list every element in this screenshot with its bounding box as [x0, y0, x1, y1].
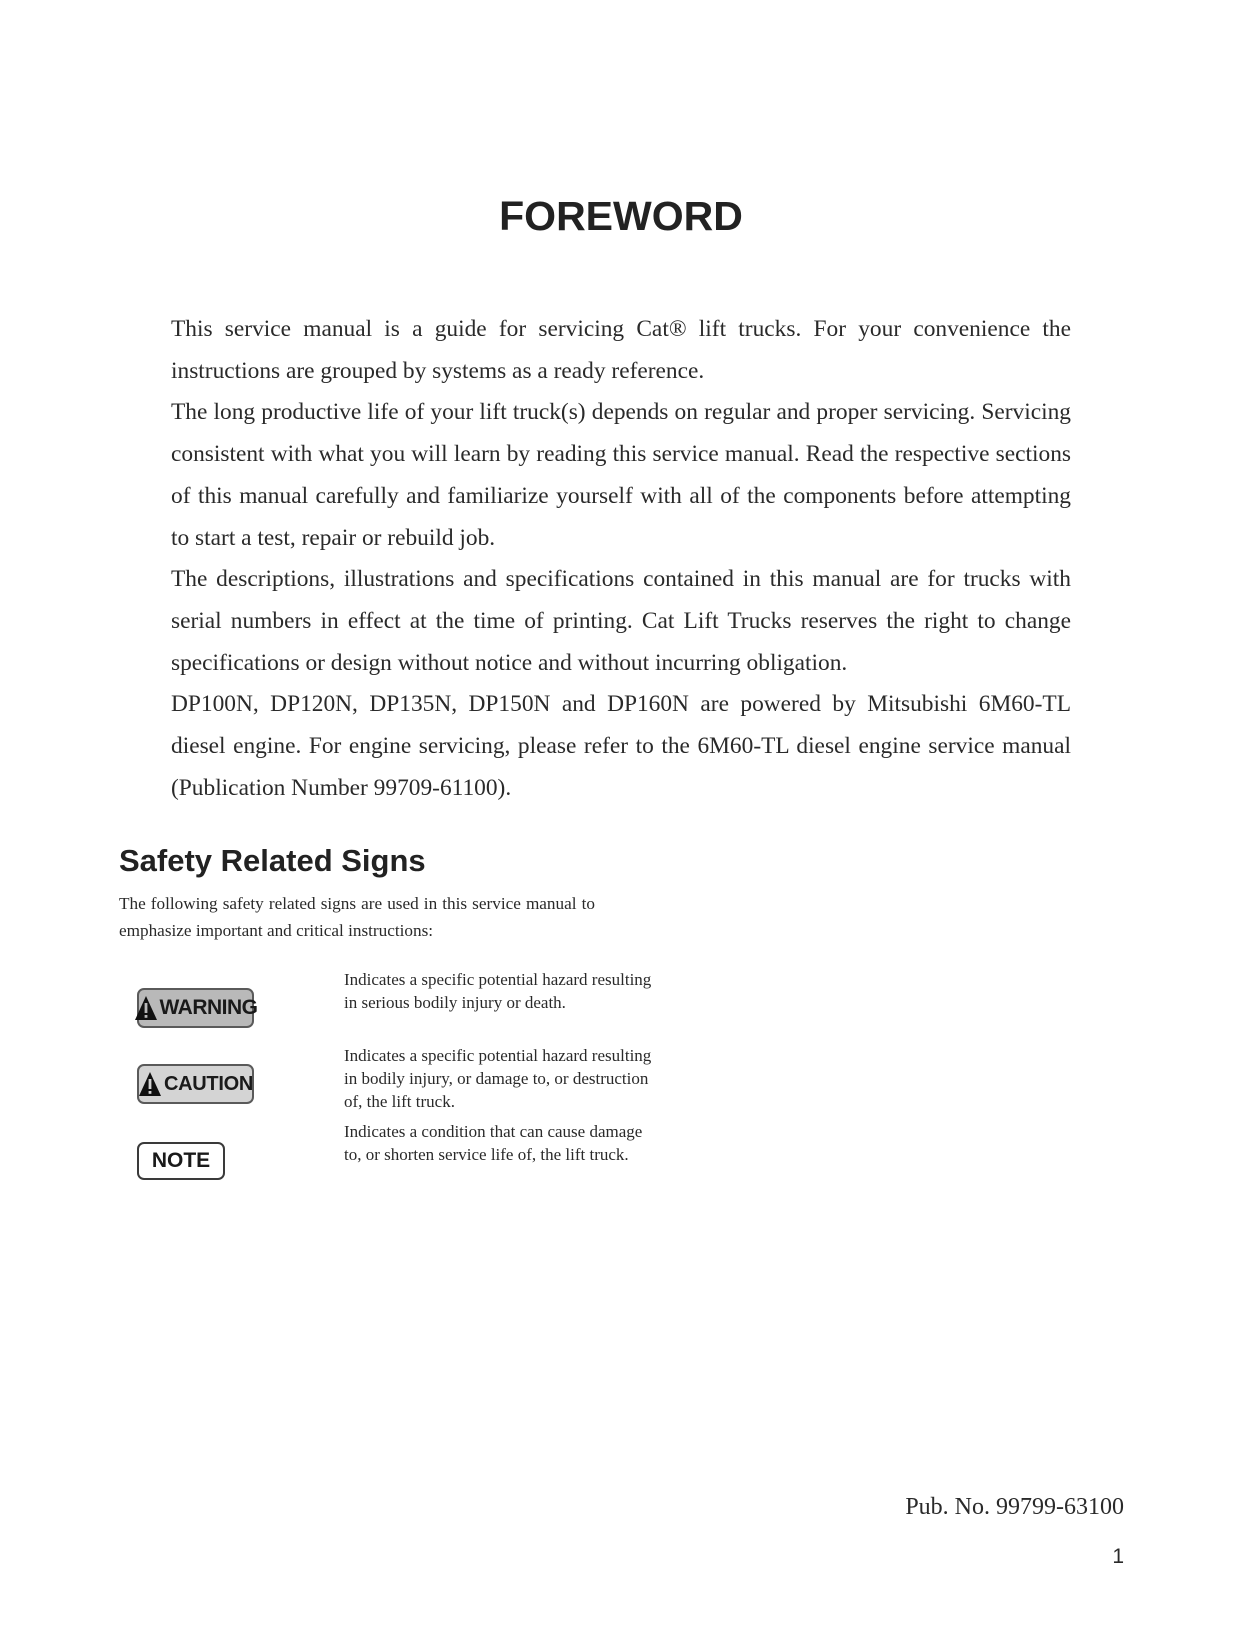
foreword-body: [171, 309, 1071, 809]
caution-sign-row: [0, 1044, 700, 1116]
foreword-paragraph: The long productive life of your lift truck(s) depends on regular and proper servicing. Servicing consistent with what you will learn by reading this service manual. Read the respective sections of this manual carefully and familiarize yourself with all of the components before attempting to start a test, repair or rebuild job.: [171, 399, 1071, 551]
caution-label: CAUTION: [164, 1072, 254, 1095]
warning-triangle-icon: [138, 1071, 162, 1097]
warning-triangle-icon: [134, 995, 158, 1021]
note-badge: [137, 1142, 225, 1180]
publication-number: Pub. No. 99799-63100: [905, 1494, 1124, 1520]
note-description: Indicates a condition that can cause damage to, or shorten service life of, the lift truck.: [344, 1122, 643, 1164]
note-sign-row: [0, 1120, 700, 1192]
safety-intro: The following safety related signs are used in this service manual to emphasize important and critical instructions:: [119, 894, 595, 940]
page-number: 1: [1112, 1545, 1124, 1568]
foreword-paragraph: DP100N, DP120N, DP135N, DP150N and DP160N are powered by Mitsubishi 6M60-TL diesel engine. For engine servicing, please refer to the 6M60-TL diesel engine service manual (Publication Number 99709-61100).: [171, 691, 1071, 801]
foreword-paragraph: The descriptions, illustrations and specifications contained in this manual are for trucks with serial numbers in effect at the time of printing. Cat Lift Trucks reserves the right to change specifications or design without notice and without incurring obligation.: [171, 566, 1071, 676]
warning-sign-row: [0, 968, 700, 1040]
note-label: NOTE: [151, 1149, 211, 1172]
warning-badge: [137, 988, 258, 1028]
warning-description: Indicates a specific potential hazard resulting in serious bodily injury or death.: [344, 970, 652, 1012]
safety-heading: Safety Related Signs: [119, 843, 426, 878]
caution-badge: [137, 1064, 254, 1104]
caution-description: Indicates a specific potential hazard resulting in bodily injury, or damage to, or destruction of, the lift truck.: [344, 1046, 652, 1111]
page-title: FOREWORD: [499, 193, 743, 239]
warning-label: WARNING: [159, 996, 258, 1019]
foreword-paragraph: This service manual is a guide for servicing Cat® lift trucks. For your convenience the instructions are grouped by systems as a ready reference.: [171, 316, 1071, 384]
